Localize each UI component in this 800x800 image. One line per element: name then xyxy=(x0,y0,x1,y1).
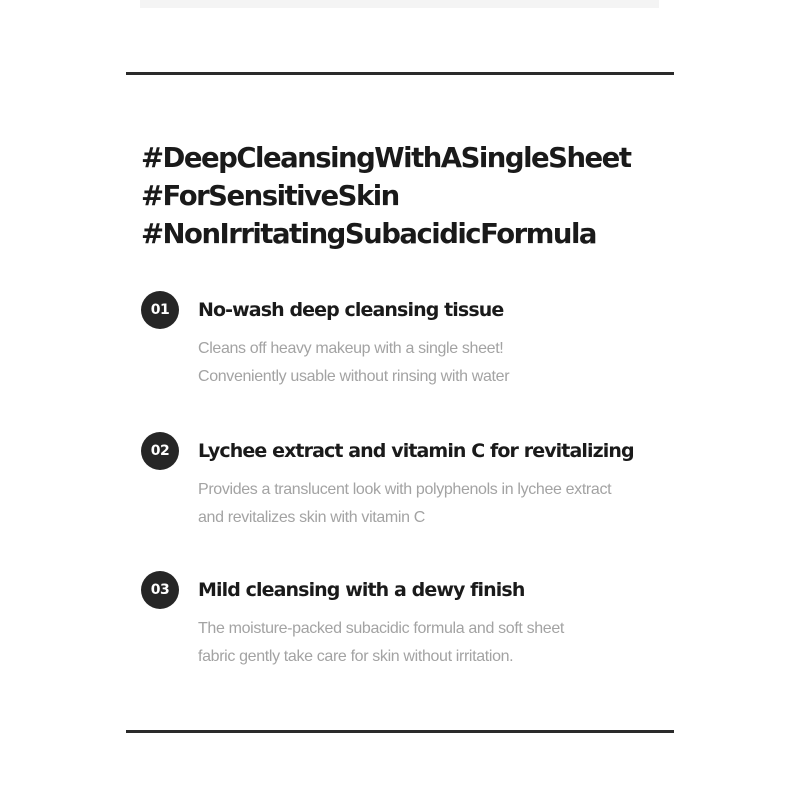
feature-number-badge: 02 xyxy=(141,432,179,470)
feature-description xyxy=(198,335,678,391)
feature-number-badge: 01 xyxy=(141,291,179,329)
hashtag-sensitive-skin: #ForSensitiveSkin xyxy=(141,180,399,212)
feature-description-line: Conveniently usable without rinsing with water xyxy=(198,368,510,385)
top-image-edge xyxy=(140,0,659,8)
hashtag-subacidic-formula: #NonIrritatingSubacidicFormula xyxy=(141,218,596,250)
hashtag-deep-cleansing: #DeepCleansingWithASingleSheet xyxy=(141,142,631,174)
feature-title: Lychee extract and vitamin C for revitalizing xyxy=(198,440,634,462)
feature-description-line: fabric gently take care for skin without irritation. xyxy=(198,648,514,665)
top-divider xyxy=(126,72,674,75)
bottom-divider xyxy=(126,730,674,733)
feature-number-badge: 03 xyxy=(141,571,179,609)
feature-description xyxy=(198,476,678,532)
feature-description-line: Provides a translucent look with polyphenols in lychee extract xyxy=(198,481,612,498)
feature-title: No-wash deep cleansing tissue xyxy=(198,299,504,321)
hashtag-heading xyxy=(141,139,701,253)
feature-title: Mild cleansing with a dewy finish xyxy=(198,579,525,601)
feature-description-line: The moisture-packed subacidic formula and soft sheet xyxy=(198,620,564,637)
feature-description xyxy=(198,615,678,671)
feature-description-line: and revitalizes skin with vitamin C xyxy=(198,509,425,526)
feature-description-line: Cleans off heavy makeup with a single sheet! xyxy=(198,340,504,357)
